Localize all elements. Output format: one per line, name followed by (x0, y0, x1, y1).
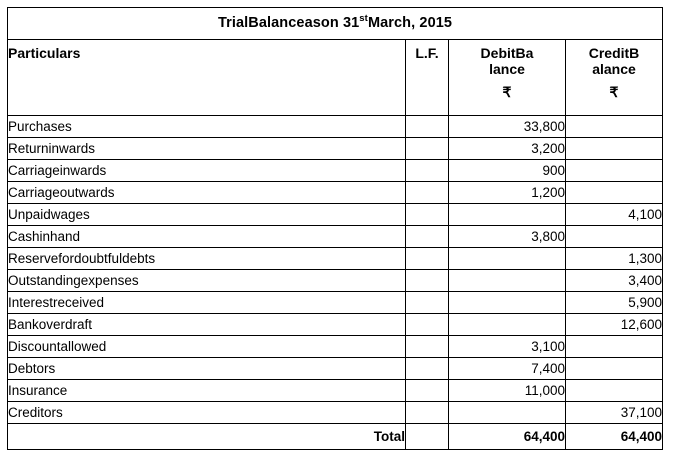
row-particulars: Unpaidwages (8, 204, 406, 226)
credit-header-line1: CreditB (588, 45, 640, 61)
row-credit (566, 116, 663, 138)
row-credit (566, 138, 663, 160)
total-debit-amount: 64,400 (449, 424, 566, 450)
row-lf (406, 182, 449, 204)
page-title (8, 8, 663, 40)
table-row (8, 402, 663, 424)
table-row (8, 358, 663, 380)
rupee-icon-credit: ₹ (609, 84, 619, 101)
row-debit: 7,400 (449, 358, 566, 380)
row-credit (566, 358, 663, 380)
row-lf (406, 292, 449, 314)
table-header-row (8, 40, 663, 116)
row-credit: 5,900 (566, 292, 663, 314)
total-lf-cell (406, 424, 449, 450)
row-particulars: Carriageoutwards (8, 182, 406, 204)
table-row (8, 292, 663, 314)
trial-balance-sheet (7, 7, 662, 444)
rupee-icon-debit: ₹ (502, 84, 512, 101)
row-credit (566, 380, 663, 402)
row-particulars: Carriageinwards (8, 160, 406, 182)
debit-header-line1: DebitBa (480, 45, 534, 61)
table-row (8, 204, 663, 226)
row-lf (406, 248, 449, 270)
table-row (8, 314, 663, 336)
row-lf (406, 116, 449, 138)
row-credit: 1,300 (566, 248, 663, 270)
row-lf (406, 138, 449, 160)
table-row (8, 138, 663, 160)
total-credit-amount: 64,400 (566, 424, 663, 450)
row-credit (566, 182, 663, 204)
row-debit (449, 402, 566, 424)
row-particulars: Returninwards (8, 138, 406, 160)
row-lf (406, 204, 449, 226)
row-particulars: Purchases (8, 116, 406, 138)
row-debit: 3,100 (449, 336, 566, 358)
row-debit: 900 (449, 160, 566, 182)
row-debit (449, 314, 566, 336)
row-particulars: Discountallowed (8, 336, 406, 358)
total-label: Total (8, 424, 406, 450)
credit-header-line2: alance (592, 61, 636, 78)
column-header-lf: L.F. (406, 40, 449, 116)
row-debit: 11,000 (449, 380, 566, 402)
row-debit: 3,800 (449, 226, 566, 248)
row-particulars: Reservefordoubtfuldebts (8, 248, 406, 270)
row-debit (449, 248, 566, 270)
row-lf (406, 402, 449, 424)
column-header-debit-balance (449, 40, 566, 116)
row-particulars: Creditors (8, 402, 406, 424)
title-prefix: TrialBalanceason 31 (217, 15, 360, 32)
row-debit (449, 292, 566, 314)
row-particulars: Interestreceived (8, 292, 406, 314)
table-row (8, 182, 663, 204)
table-body (8, 116, 663, 424)
title-suffix: March, 2015 (367, 15, 453, 32)
trial-balance-table (7, 7, 663, 450)
row-lf (406, 270, 449, 292)
table-row (8, 270, 663, 292)
row-lf (406, 226, 449, 248)
row-particulars: Debtors (8, 358, 406, 380)
row-credit (566, 336, 663, 358)
column-header-credit-balance (566, 40, 663, 116)
title-superscript: st (359, 13, 368, 25)
table-title-row (8, 8, 663, 40)
row-debit: 1,200 (449, 182, 566, 204)
row-debit (449, 204, 566, 226)
row-debit: 33,800 (449, 116, 566, 138)
row-credit (566, 226, 663, 248)
row-credit: 37,100 (566, 402, 663, 424)
row-particulars: Cashinhand (8, 226, 406, 248)
row-debit: 3,200 (449, 138, 566, 160)
debit-header-line2: lance (489, 61, 525, 78)
row-lf (406, 358, 449, 380)
row-lf (406, 380, 449, 402)
row-lf (406, 336, 449, 358)
row-credit: 12,600 (566, 314, 663, 336)
table-row (8, 226, 663, 248)
table-row (8, 248, 663, 270)
row-particulars: Bankoverdraft (8, 314, 406, 336)
column-header-particulars: Particulars (8, 40, 406, 116)
total-row (8, 424, 663, 450)
row-particulars: Outstandingexpenses (8, 270, 406, 292)
table-row (8, 336, 663, 358)
row-credit: 4,100 (566, 204, 663, 226)
table-row (8, 116, 663, 138)
row-credit: 3,400 (566, 270, 663, 292)
row-lf (406, 160, 449, 182)
table-row (8, 160, 663, 182)
row-debit (449, 270, 566, 292)
row-credit (566, 160, 663, 182)
row-lf (406, 314, 449, 336)
row-particulars: Insurance (8, 380, 406, 402)
table-row (8, 380, 663, 402)
